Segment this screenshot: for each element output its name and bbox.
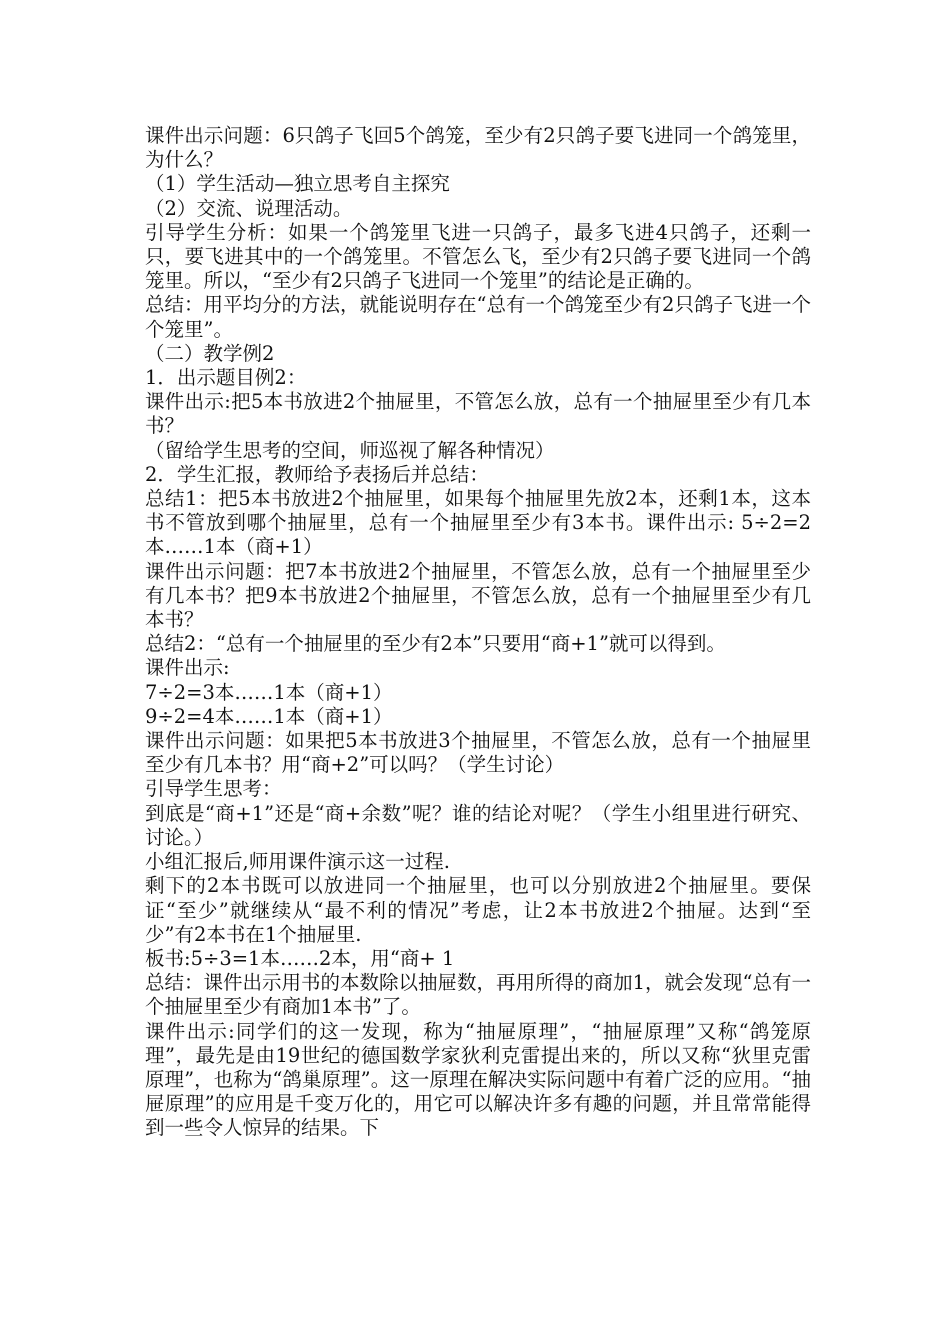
paragraph-group-report: 小组汇报后,师用课件演示这一过程.	[145, 850, 450, 874]
paragraph-summary-2: 总结2：“总有一个抽屉里的至少有2本”只要用“商+1”就可以得到。	[145, 632, 726, 656]
paragraph-question-remainder: 到底是“商+1”还是“商+余数”呢？谁的结论对呢？（学生小组里进行研究、讨论。）	[145, 801, 811, 849]
paragraph-board-writing: 板书:5÷3=1本……2本，用“商+ 1	[145, 946, 455, 970]
paragraph-summary-1: 总结1：把5本书放进2个抽屉里，如果每个抽屉里先放2本，还剩1本，这本书不管放到哪个抽屉里，总有一个抽屉里至少有3本书。课件出示: 5÷2=2本……1本（商+1）	[145, 487, 811, 559]
paragraph-slide-show: 课件出示:	[145, 656, 230, 680]
paragraph-drawer-principle: 课件出示:同学们的这一发现，称为“抽屉原理”，“抽屉原理”又称“鸽笼原理”，最先是由19世纪的德国数学家狄利克雷提出来的，所以又称“狄里克雷原理”，也称为“鸽巢原理”。这一原理在解决实际问题中有着广泛的应用。“抽屉原理”的应用是千变万化的，用它可以解决许多有趣的问题，并且常常能得到一些令人惊异的结果。下	[145, 1019, 811, 1140]
paragraph-step-1: 1．出示题目例2：	[145, 366, 307, 390]
paragraph-problem-7-9-books: 课件出示问题：把7本书放进2个抽屉里，不管怎么放，总有一个抽屉里至少有几本书？把9本书放进2个抽屉里，不管怎么放，总有一个抽屉里至少有几本书？	[145, 559, 811, 632]
paragraph-activity-2: （2）交流、说理活动。	[145, 196, 353, 220]
paragraph-thinking-space: （留给学生思考的空间，师巡视了解各种情况）	[145, 438, 555, 462]
paragraph-remaining-books: 剩下的2本书既可以放进同一个抽屉里，也可以分别放进2个抽屉里。要保证“至少”就继续从“最不利的情况”考虑，让2本书放进2个抽屉。达到“至少”有2本书在1个抽屉里.	[145, 874, 811, 946]
paragraph-summary-quotient: 总结：课件出示用书的本数除以抽屉数，再用所得的商加1，就会发现“总有一个抽屉里至少有商加1本书”了。	[145, 971, 811, 1019]
document-body	[145, 124, 811, 1141]
paragraph-problem-pigeons: 课件出示问题：6只鸽子飞回5个鸽笼，至少有2只鸽子要飞进同一个鸽笼里，为什么？	[145, 124, 811, 172]
paragraph-problem-3-drawers: 课件出示问题：如果把5本书放进3个抽屉里，不管怎么放，总有一个抽屉里至少有几本书？用“商+2”可以吗？（学生讨论）	[145, 729, 811, 777]
paragraph-summary-average: 总结：用平均分的方法，就能说明存在“总有一个鸽笼至少有2只鸽子飞进一个个笼里”。	[145, 293, 811, 341]
paragraph-step-2: 2．学生汇报，教师给予表扬后并总结：	[145, 462, 489, 486]
paragraph-guide-thinking: 引导学生思考：	[145, 777, 282, 801]
paragraph-guided-analysis: 引导学生分析：如果一个鸽笼里飞进一只鸽子，最多飞进4只鸽子，还剩一只，要飞进其中的一个鸽笼里。不管怎么飞，至少有2只鸽子要飞进同一个鸽笼里。所以，“至少有2只鸽子飞进同一个笼里”的结论是正确的。	[145, 220, 811, 293]
paragraph-formula-7: 7÷2=3本……1本（商+1）	[145, 680, 393, 704]
paragraph-activity-1: （1）学生活动—独立思考自主探究	[145, 172, 450, 196]
paragraph-problem-5-books: 课件出示:把5本书放进2个抽屉里，不管怎么放，总有一个抽屉里至少有几本书？	[145, 390, 811, 438]
paragraph-formula-9: 9÷2=4本……1本（商+1）	[145, 704, 393, 728]
section-heading-example-2: （二）教学例2	[145, 341, 275, 365]
